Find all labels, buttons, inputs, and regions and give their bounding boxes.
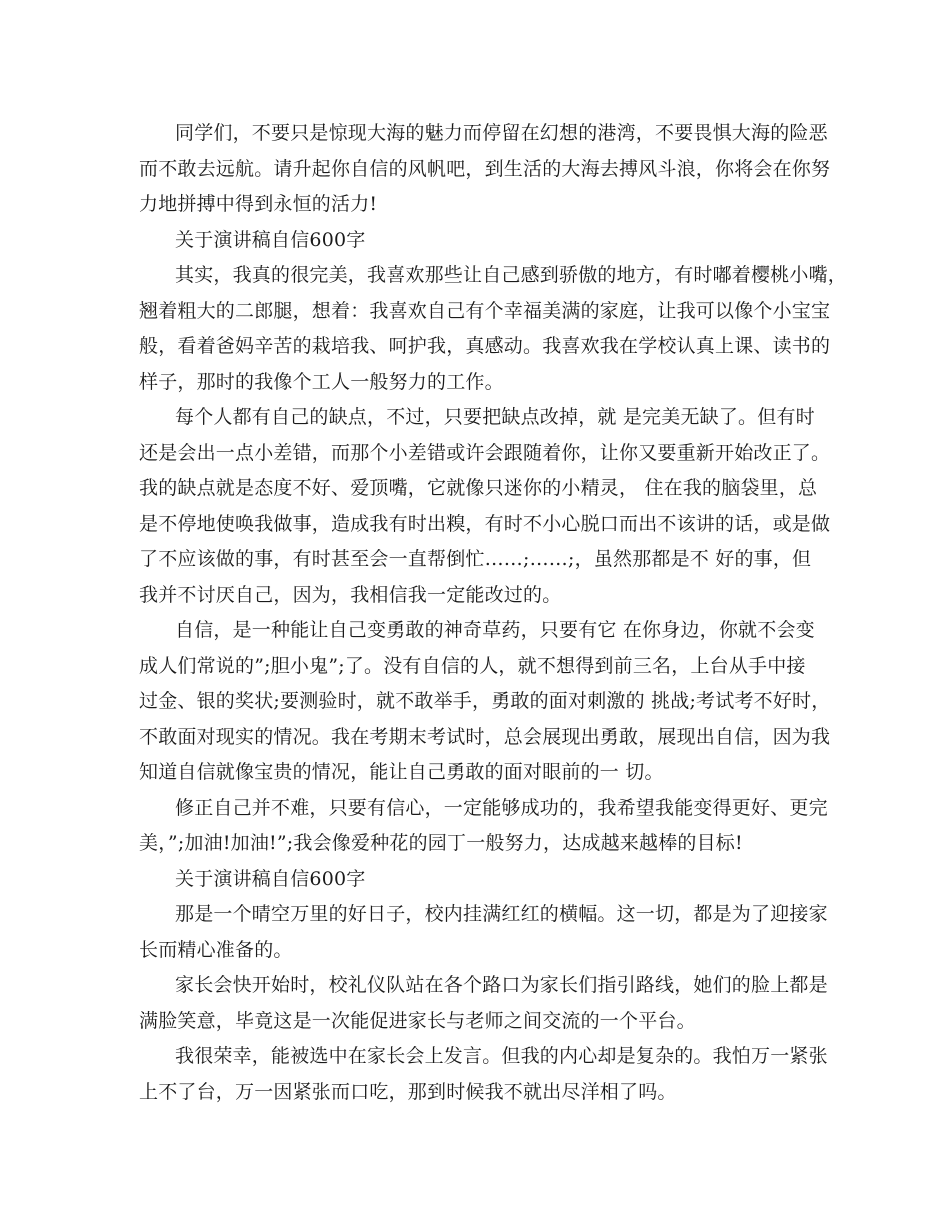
text-line: 是不停地使唤我做事，造成我有时出糗，有时不小心脱口而出不该讲的话，或是做: [139, 512, 831, 535]
text-line: 上不了台，万一因紧张而口吃，那到时候我不就出尽洋相了吗。: [139, 1080, 677, 1103]
text-line: 自信，是一种能让自己变勇敢的神奇草药，只要有它 在你身边，你就不会变: [175, 619, 815, 641]
text-line: 家长会快开始时，校礼仪队站在各个路口为家长们指引路线，她们的脸上都是: [175, 974, 828, 996]
text-line: 我并不讨厌自己，因为，我相信我一定能改过的。: [139, 583, 562, 606]
text-line: 过金、银的奖状;要测验时，就不敢举手，勇敢的面对刺激的 挑战;考试考不好时，: [139, 690, 831, 712]
document-body: [139, 116, 848, 1110]
text-line: 长而精心准备的。: [139, 938, 293, 961]
text-line: 知道自信就像宝贵的情况，能让自己勇敢的面对眼前的一 切。: [139, 761, 664, 783]
text-line: 那是一个晴空万里的好日子，校内挂满红红的横幅。这一切，都是为了迎接家: [175, 903, 828, 925]
text-line: 我的缺点就是态度不好、爱顶嘴，它就像只迷你的小精灵， 住在我的脑袋里，总: [139, 477, 818, 499]
text-line: 翘着粗大的二郎腿，想着：我喜欢自己有个幸福美满的家庭，让我可以像个小宝宝: [139, 299, 831, 322]
text-line: 美，”;加油!加油!”;我会像爱种花的园丁一般努力，达成越来越棒的目标!: [139, 832, 743, 854]
text-line: 还是会出一点小差错，而那个小差错或许会跟随着你，让你又要重新开始改正了。: [139, 441, 831, 464]
text-line: 而不敢去远航。请升起你自信的风帆吧，到生活的大海去搏风斗浪，你将会在你努: [139, 157, 831, 180]
text-line: 力地拼搏中得到永恒的活力!: [139, 193, 378, 215]
text-line: 我很荣幸，能被选中在家长会上发言。但我的内心却是复杂的。我怕万一紧张: [175, 1045, 828, 1067]
text-line: 样子，那时的我像个工人一般努力的工作。: [139, 370, 504, 393]
text-line: 成人们常说的”;胆小鬼”;了。没有自信的人，就不想得到前三名，上台从手中接: [139, 654, 806, 677]
text-line: 每个人都有自己的缺点，不过，只要把缺点改掉，就 是完美无缺了。但有时: [175, 406, 815, 428]
text-line: 不敢面对现实的情况。我在考期末考试时，总会展现出勇敢，展现出自信，因为我: [139, 725, 831, 748]
text-line: 其实，我真的很完美，我喜欢那些让自己感到骄傲的地方，有时嘟着樱桃小嘴，: [175, 264, 848, 286]
section-heading: 关于演讲稿自信600字: [175, 867, 366, 890]
text-line: 般，看着爸妈辛苦的栽培我、呵护我，真感动。我喜欢我在学校认真上课、读书的: [139, 335, 831, 357]
section-heading: 关于演讲稿自信600字: [175, 228, 366, 251]
text-line: 满脸笑意，毕竟这是一次能促进家长与老师之间交流的一个平台。: [139, 1009, 696, 1032]
text-line: 了不应该做的事，有时甚至会一直帮倒忙……;……;，虽然那都是不 好的事，但: [139, 548, 812, 570]
text-line: 同学们，不要只是惊现大海的魅力而停留在幻想的港湾，不要畏惧大海的险恶: [175, 122, 828, 144]
text-line: 修正自己并不难，只要有信心，一定能够成功的，我希望我能变得更好、更完: [175, 796, 828, 819]
